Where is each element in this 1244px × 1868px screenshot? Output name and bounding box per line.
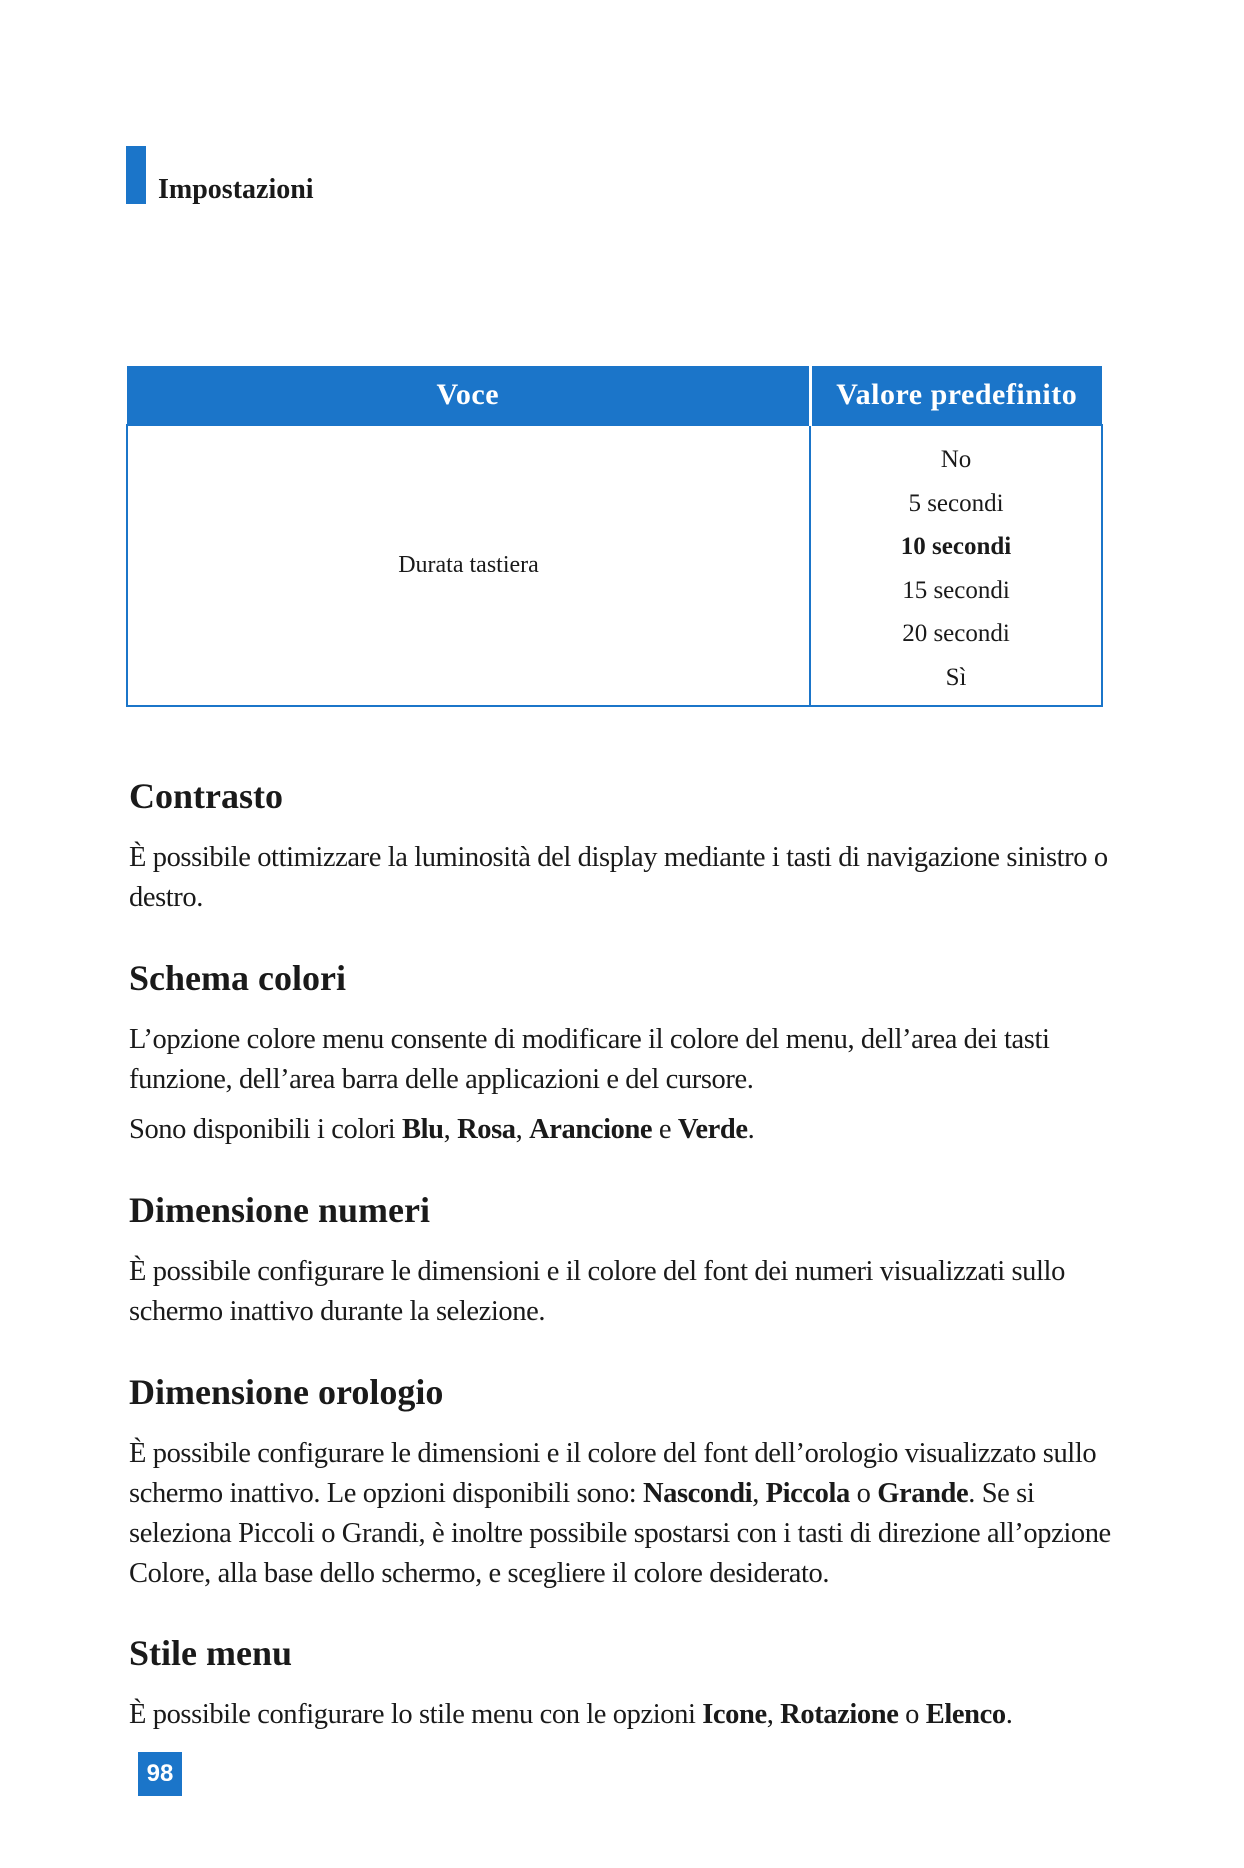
paragraph-dimensione-numeri: È possibile configurare le dimensioni e il colore del font dei numeri visualizzati sullo schermo inattivo durante la selezione. xyxy=(129,1256,1065,1327)
heading-contrasto: Contrasto xyxy=(129,776,283,816)
table-header-row xyxy=(127,366,1102,425)
menu-style-option: Elenco xyxy=(925,1699,1006,1730)
value-option: Sì xyxy=(945,663,967,691)
menu-style-option: Icone xyxy=(702,1699,767,1730)
color-option: Blu xyxy=(402,1114,444,1145)
value-option: 5 secondi xyxy=(908,489,1004,517)
color-option: Rosa xyxy=(457,1114,516,1145)
heading-schema-colori: Schema colori xyxy=(129,958,346,998)
paragraph-contrasto: È possibile ottimizzare la luminosità del display mediante i tasti di navigazione sinistro o destro. xyxy=(129,842,1108,913)
heading-dimensione-numeri: Dimensione numeri xyxy=(129,1190,430,1230)
table-cell-item: Durata tastiera xyxy=(127,425,810,706)
section-title: Impostazioni xyxy=(158,174,314,205)
menu-style-option: Rotazione xyxy=(780,1699,899,1730)
color-option: Arancione xyxy=(529,1114,653,1145)
section-marker-bar xyxy=(126,146,146,204)
paragraph-colori-disponibili: Sono disponibili i colori Blu, Rosa, Arancione e Verde. xyxy=(129,1114,755,1145)
settings-table xyxy=(126,366,1103,707)
table-cell-values xyxy=(810,425,1102,706)
column-header-default: Valore predefinito xyxy=(810,366,1102,425)
clock-option: Nascondi xyxy=(642,1478,753,1509)
heading-dimensione-orologio: Dimensione orologio xyxy=(129,1372,444,1412)
paragraph-schema-colori: L’opzione colore menu consente di modificare il colore del menu, dell’area dei tasti funzione, dell’area barra delle applicazioni e del cursore. xyxy=(129,1024,1050,1095)
page-number: 98 xyxy=(138,1752,182,1796)
paragraph-stile-menu: È possibile configurare lo stile menu con le opzioni Icone, Rotazione o Elenco. xyxy=(129,1699,1013,1730)
clock-option: Grande xyxy=(877,1478,969,1509)
value-option: 20 secondi xyxy=(902,620,1010,647)
paragraph-dimensione-orologio: È possibile configurare le dimensioni e il colore del font dell’orologio visualizzato sullo schermo inattivo. Le opzioni disponibili sono: Nascondi, Piccola o Grande. Se si seleziona Piccoli o Grandi, è inoltre possibile spostarsi con i tasti di direzione all’opzione Colore, alla base dello schermo, e scegliere il colore desiderato. xyxy=(129,1438,1111,1589)
color-option: Verde xyxy=(677,1114,748,1145)
clock-option: Piccola xyxy=(765,1478,850,1509)
column-header-item: Voce xyxy=(127,366,810,425)
value-option-default: 10 secondi xyxy=(900,533,1012,560)
heading-stile-menu: Stile menu xyxy=(129,1633,293,1673)
table-row xyxy=(127,425,1102,706)
value-option: 15 secondi xyxy=(902,576,1010,604)
value-option: No xyxy=(940,446,972,473)
